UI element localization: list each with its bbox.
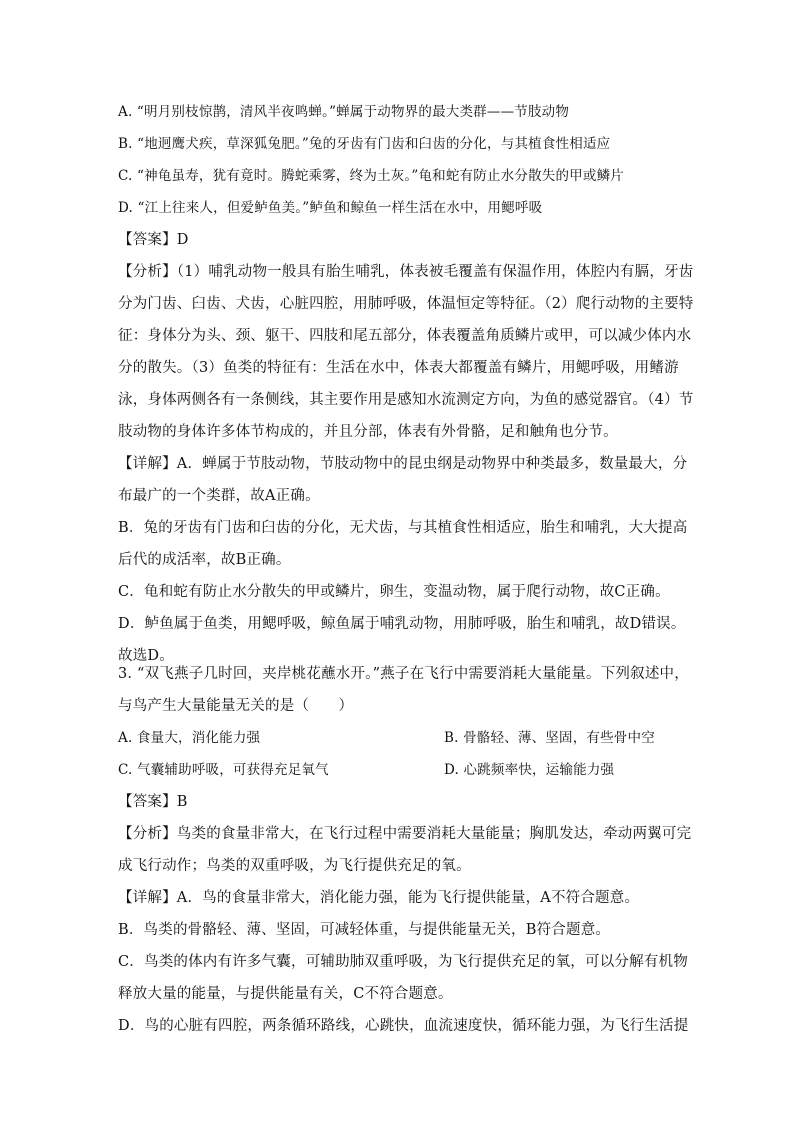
- detail-line: C．龟和蛇有防止水分散失的甲或鳞片，卵生，变温动物，属于爬行动物，故C正确。: [118, 584, 670, 600]
- analysis-line: 分的散失。（3）鱼类的特征有：生活在水中，体表大都覆盖有鳞片，用鳃呼吸，用鳍游: [118, 360, 679, 376]
- analysis-line: 分为门齿、臼齿、犬齿，心脏四腔，用肺呼吸，体温恒定等特征。（2）爬行动物的主要特: [118, 296, 694, 312]
- option-a: A. “明月别枝惊鹊，清风半夜鸣蝉。”蝉属于动物界的最大类群——节肢动物: [118, 104, 570, 120]
- detail-line: 【详解】A．鸟的食量非常大，消化能力强，能为飞行提供能量，A不符合题意。: [118, 890, 640, 906]
- detail-line: 布最广的一个类群，故A正确。: [118, 488, 320, 504]
- detail-line: 【详解】A．蝉属于节肢动物，节肢动物中的昆虫纲是动物界中种类最多，数量最大，分: [118, 456, 688, 472]
- option-b: B. 骨骼轻、薄、坚固，有些骨中空: [444, 730, 655, 746]
- options-row: [118, 754, 678, 786]
- answer-line: 【答案】D: [118, 232, 189, 248]
- options-row: [118, 722, 678, 754]
- question2-block: [118, 96, 694, 672]
- analysis-line: 泳，身体两侧各有一条侧线，其主要作用是感知水流测定方向，为鱼的感觉器官。（4）节: [118, 392, 694, 408]
- question3-block: [118, 658, 692, 1042]
- option-a: A. 食量大，消化能力强: [118, 730, 261, 746]
- analysis-line: 肢动物的身体许多体节构成的，并且分部，体表有外骨骼，足和触角也分节。: [118, 424, 618, 440]
- option-d: D. “江上往来人，但爱鲈鱼美。”鲈鱼和鲸鱼一样生活在水中，用鳃呼吸: [118, 200, 543, 216]
- detail-line: 释放大量的能量，与提供能量有关，C不符合题意。: [118, 986, 453, 1002]
- analysis-line: 成飞行动作；鸟类的双重呼吸，为飞行提供充足的氧。: [118, 858, 471, 874]
- option-c: C. 气囊辅助呼吸，可获得充足氧气: [118, 762, 329, 778]
- question-stem: 与鸟产生大量能量无关的是（ ）: [118, 698, 354, 714]
- option-b: B. “地迥鹰犬疾，草深狐兔肥。”兔的牙齿有门齿和臼齿的分化，与其植食性相适应: [118, 136, 611, 152]
- detail-line: 故选D。: [118, 648, 174, 664]
- option-d: D. 心跳频率快，运输能力强: [444, 762, 615, 778]
- analysis-line: 征：身体分为头、颈、躯干、四肢和尾五部分，体表覆盖角质鳞片或甲，可以减少体内水: [118, 328, 692, 344]
- detail-line: C．鸟类的体内有许多气囊，可辅助肺双重呼吸，为飞行提供充足的氧，可以分解有机物: [118, 954, 688, 970]
- detail-line: B．鸟类的骨骼轻、薄、坚固，可减轻体重，与提供能量无关，B符合题意。: [118, 922, 611, 938]
- detail-line: D．鲈鱼属于鱼类，用鳃呼吸，鲸鱼属于哺乳动物，用肺呼吸，胎生和哺乳，故D错误。: [118, 616, 686, 632]
- option-c: C. “神龟虽寿，犹有竟时。腾蛇乘雾，终为土灰。”龟和蛇有防止水分散失的甲或鳞片: [118, 168, 624, 184]
- analysis-line: 【分析】鸟类的食量非常大，在飞行过程中需要消耗大量能量；胸肌发达，牵动两翼可完: [118, 826, 692, 842]
- detail-line: D．鸟的心脏有四腔，两条循环路线，心跳快，血流速度快，循环能力强，为飞行生活提: [118, 1018, 689, 1034]
- answer-line: 【答案】B: [118, 794, 188, 810]
- question-stem: 3. “双飞燕子几时回，夹岸桃花蘸水开。”燕子在飞行中需要消耗大量能量。下列叙述中，: [118, 666, 689, 682]
- detail-line: B．兔的牙齿有门齿和臼齿的分化，无犬齿，与其植食性相适应，胎生和哺乳，大大提高: [118, 520, 688, 536]
- detail-line: 后代的成活率，故B正确。: [118, 552, 291, 568]
- analysis-line: 【分析】（1）哺乳动物一般具有胎生哺乳，体表被毛覆盖有保温作用，体腔内有膈，牙齿: [118, 264, 694, 280]
